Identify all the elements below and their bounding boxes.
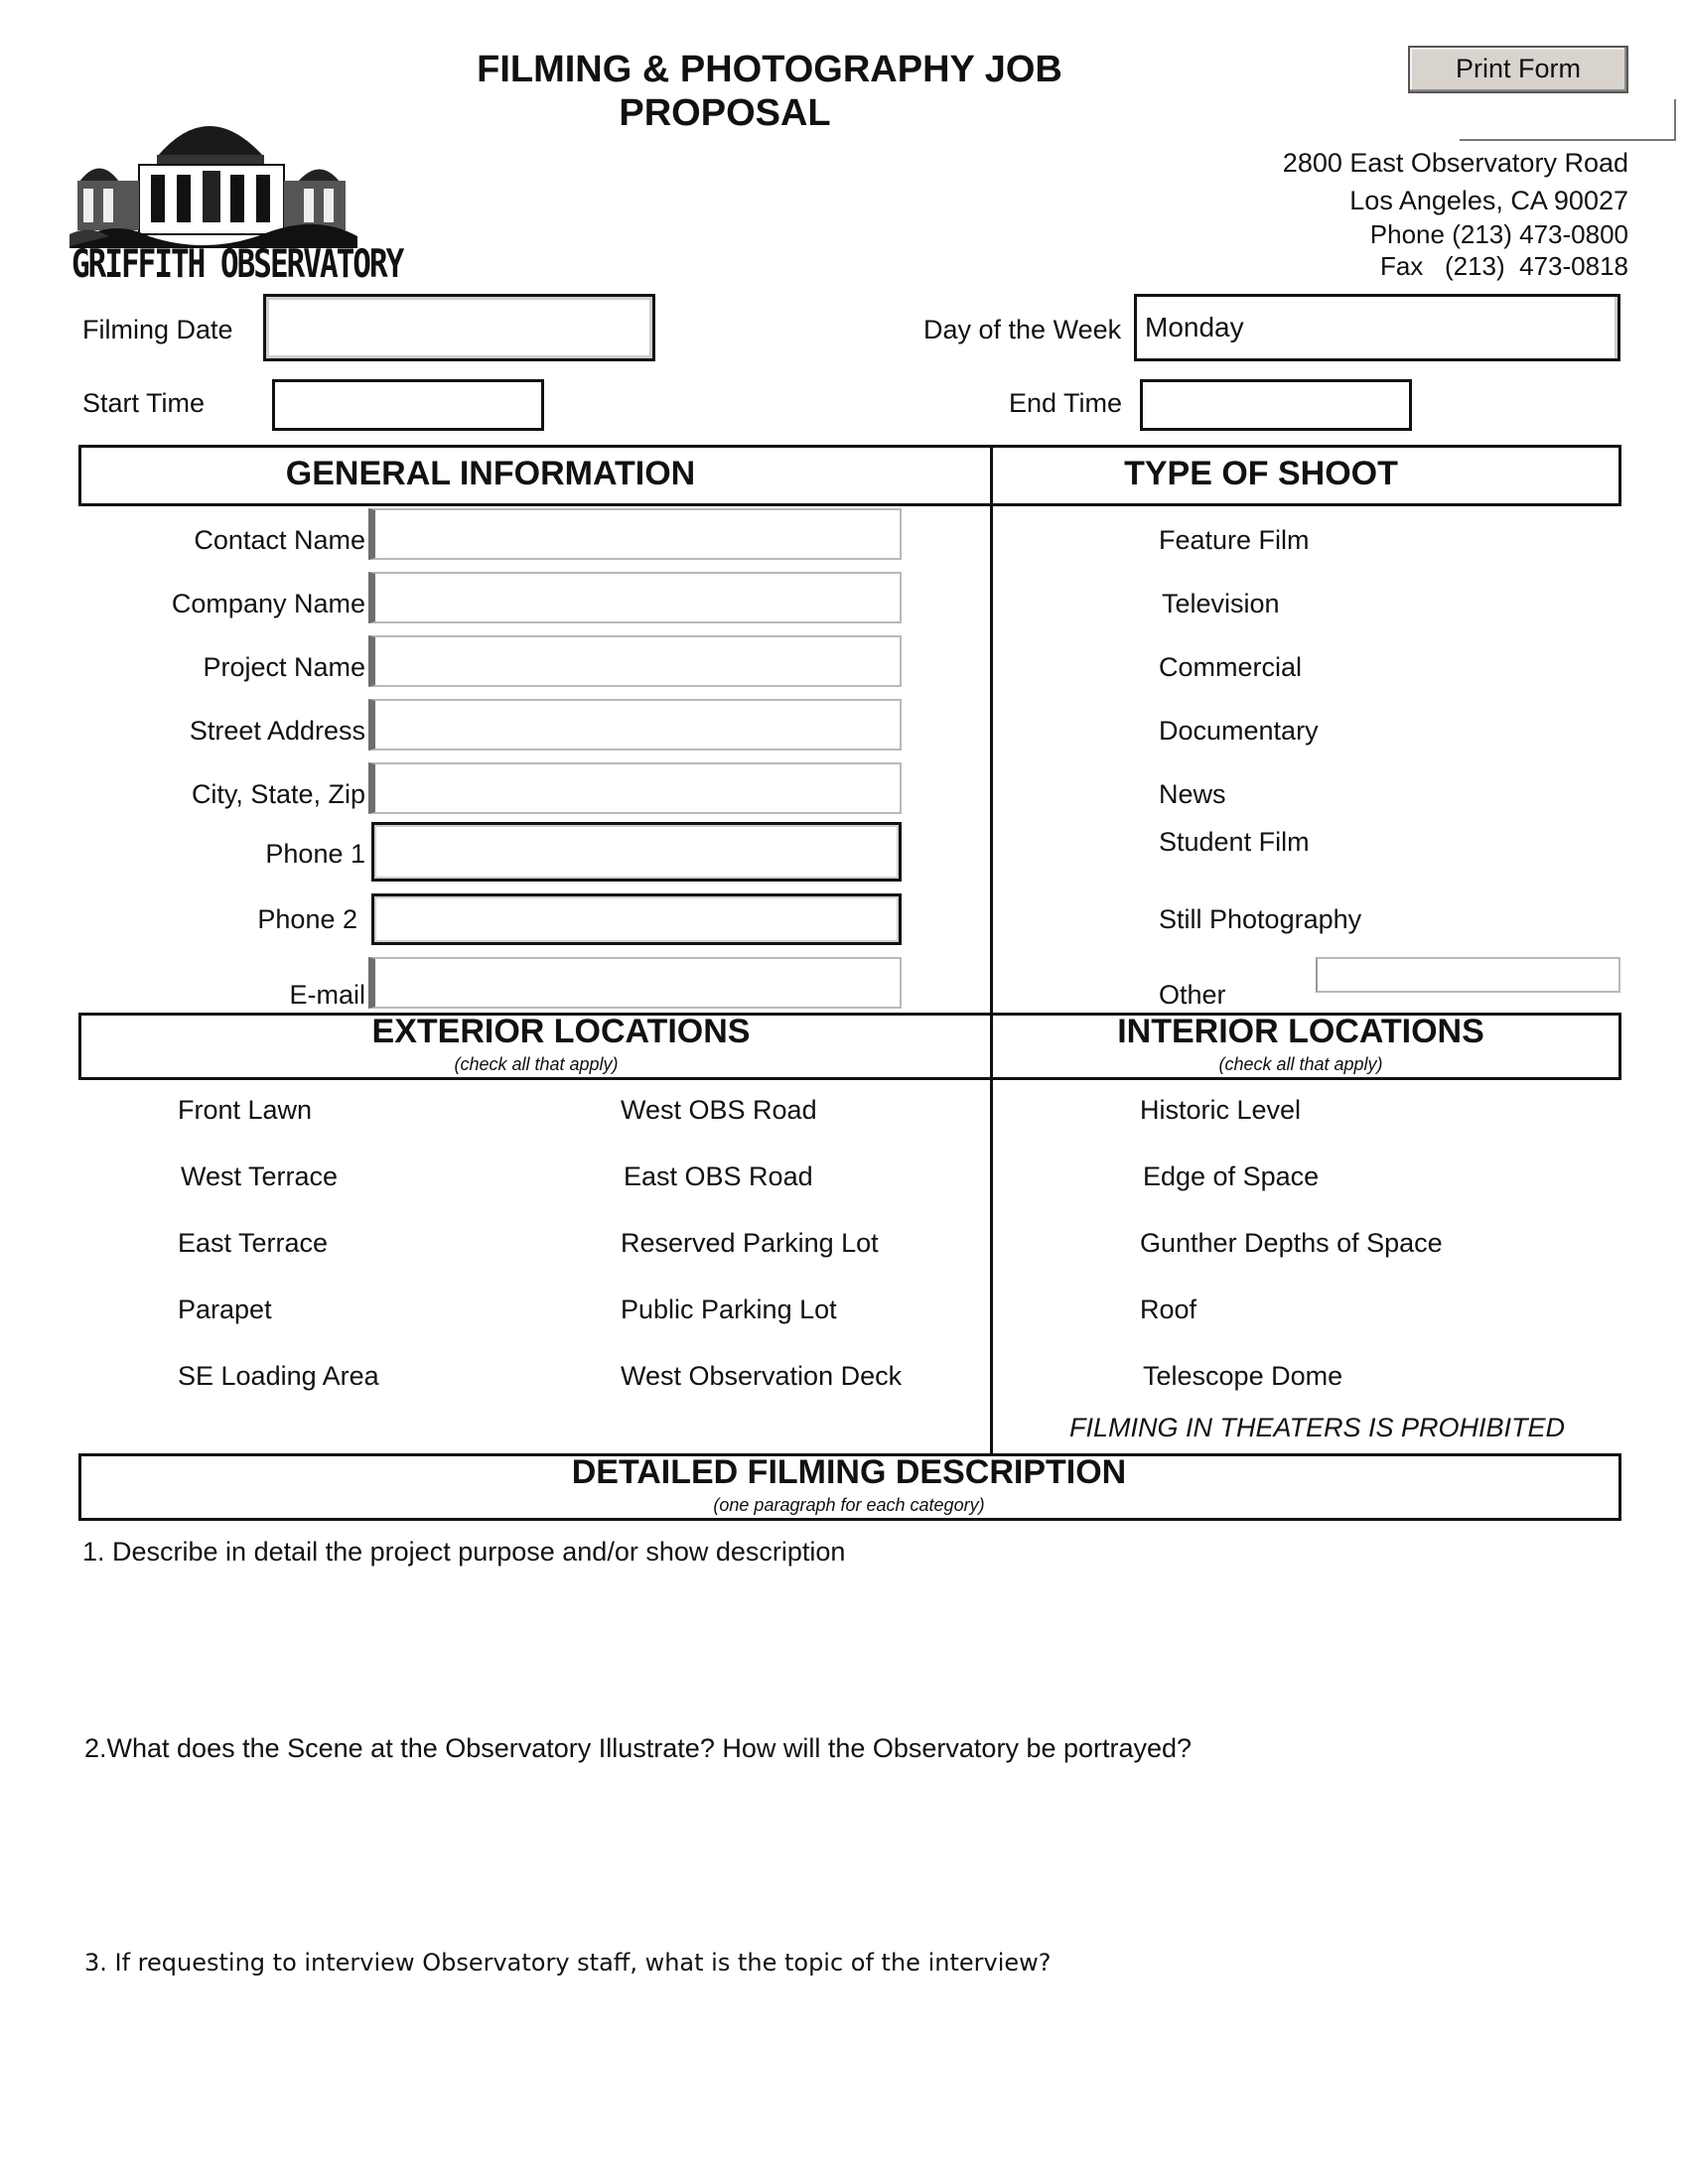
phone-2-input[interactable] (374, 896, 899, 942)
griffith-observatory-logo (70, 97, 403, 287)
shoot-news[interactable]: News (1159, 779, 1226, 809)
exterior-parapet[interactable]: Parapet (178, 1295, 272, 1324)
day-of-week-label: Day of the Week (923, 315, 1122, 344)
contact-name-input[interactable] (375, 510, 900, 558)
detailed-filming-description-heading: DETAILED FILMING DESCRIPTION (571, 1453, 1127, 1491)
end-time-input[interactable] (1143, 382, 1409, 428)
column-divider (990, 445, 993, 1453)
shoot-other-field[interactable] (1316, 957, 1620, 993)
address-street: 2800 East Observatory Road (1282, 148, 1628, 178)
exterior-public-parking-lot[interactable]: Public Parking Lot (621, 1295, 837, 1324)
address-phone: Phone (213) 473-0800 (1369, 219, 1628, 249)
project-name-label: Project Name (203, 652, 365, 682)
phone-2-field[interactable] (371, 893, 902, 945)
phone-1-label: Phone 1 (265, 839, 365, 869)
interior-gunther-depths-of-space[interactable]: Gunther Depths of Space (1140, 1228, 1443, 1258)
form-title-line2: PROPOSAL (619, 92, 831, 134)
start-time-input[interactable] (275, 382, 541, 428)
answer-3-area[interactable] (82, 1985, 1621, 2154)
question-1: 1. Describe in detail the project purpose and/or show description (82, 1537, 846, 1567)
email-label: E-mail (289, 980, 365, 1010)
exterior-se-loading-area[interactable]: SE Loading Area (178, 1361, 379, 1391)
decorative-bracket (1460, 99, 1676, 141)
exterior-west-terrace[interactable]: West Terrace (181, 1161, 339, 1191)
shoot-television[interactable]: Television (1162, 589, 1280, 618)
answer-2-area[interactable] (82, 1769, 1621, 1938)
email-input[interactable] (375, 959, 900, 1007)
project-name-field[interactable] (368, 635, 902, 687)
print-form-button[interactable] (1408, 46, 1628, 93)
project-name-input[interactable] (375, 637, 900, 685)
exterior-locations-heading: EXTERIOR LOCATIONS (371, 1013, 751, 1050)
exterior-west-obs-road[interactable]: West OBS Road (621, 1095, 817, 1125)
question-3: 3. If requesting to interview Observatory staff, what is the topic of the interview? (84, 1949, 1052, 1977)
exterior-east-terrace[interactable]: East Terrace (178, 1228, 329, 1258)
exterior-locations-note: (check all that apply) (454, 1054, 619, 1074)
contact-name-label: Contact Name (194, 525, 365, 555)
street-address-input[interactable] (375, 701, 900, 749)
interior-locations-note: (check all that apply) (1218, 1054, 1383, 1074)
answer-1-area[interactable] (82, 1572, 1621, 1721)
street-address-label: Street Address (189, 716, 365, 746)
end-time-label: End Time (1009, 388, 1123, 418)
address-fax: Fax (213) 473-0818 (1379, 251, 1628, 281)
general-information-heading: GENERAL INFORMATION (285, 455, 696, 492)
interior-historic-level[interactable]: Historic Level (1140, 1095, 1302, 1125)
email-field[interactable] (368, 957, 902, 1009)
company-name-field[interactable] (368, 572, 902, 623)
interior-locations-heading: INTERIOR LOCATIONS (1117, 1013, 1484, 1050)
shoot-still-photography[interactable]: Still Photography (1159, 904, 1362, 934)
city-state-zip-field[interactable] (368, 762, 902, 814)
logo-wordmark: GRIFFITH OBSERVATORY (71, 242, 403, 287)
filming-date-field[interactable] (263, 294, 655, 361)
shoot-other[interactable]: Other (1159, 980, 1226, 1010)
start-time-field[interactable] (272, 379, 544, 431)
shoot-commercial[interactable]: Commercial (1159, 652, 1303, 682)
day-of-week-field[interactable] (1134, 294, 1620, 361)
exterior-front-lawn[interactable]: Front Lawn (178, 1095, 313, 1125)
theater-filming-warning: FILMING IN THEATERS IS PROHIBITED (1069, 1413, 1566, 1442)
type-of-shoot-heading: TYPE OF SHOOT (1124, 455, 1398, 492)
question-2: 2.What does the Scene at the Observatory Illustrate? How will the Observatory be portrayed? (84, 1733, 1193, 1763)
start-time-label: Start Time (82, 388, 206, 418)
shoot-documentary[interactable]: Documentary (1159, 716, 1319, 746)
company-name-input[interactable] (375, 574, 900, 621)
exterior-west-observation-deck[interactable]: West Observation Deck (621, 1361, 903, 1391)
shoot-feature-film[interactable]: Feature Film (1159, 525, 1310, 555)
description-note: (one paragraph for each category) (713, 1495, 985, 1515)
street-address-field[interactable] (368, 699, 902, 751)
print-form-label: Print Form (1455, 54, 1581, 83)
day-of-week-value: Monday (1145, 312, 1244, 342)
interior-edge-of-space[interactable]: Edge of Space (1143, 1161, 1320, 1191)
filming-date-input[interactable] (266, 297, 652, 358)
form-title-line1: FILMING & PHOTOGRAPHY JOB (477, 49, 1062, 90)
phone-1-input[interactable] (374, 825, 899, 879)
end-time-field[interactable] (1140, 379, 1412, 431)
exterior-east-obs-road[interactable]: East OBS Road (624, 1161, 813, 1191)
shoot-other-input[interactable] (1318, 959, 1618, 991)
interior-roof[interactable]: Roof (1140, 1295, 1197, 1324)
interior-telescope-dome[interactable]: Telescope Dome (1143, 1361, 1343, 1391)
contact-name-field[interactable] (368, 508, 902, 560)
shoot-student-film[interactable]: Student Film (1159, 827, 1310, 857)
phone-1-field[interactable] (371, 822, 902, 882)
city-state-zip-label: City, State, Zip (191, 779, 365, 809)
address-city: Los Angeles, CA 90027 (1349, 186, 1628, 215)
phone-2-label: Phone 2 (257, 904, 357, 934)
filming-date-label: Filming Date (82, 315, 233, 344)
city-state-zip-input[interactable] (375, 764, 900, 812)
exterior-reserved-parking-lot[interactable]: Reserved Parking Lot (621, 1228, 879, 1258)
company-name-label: Company Name (171, 589, 365, 618)
